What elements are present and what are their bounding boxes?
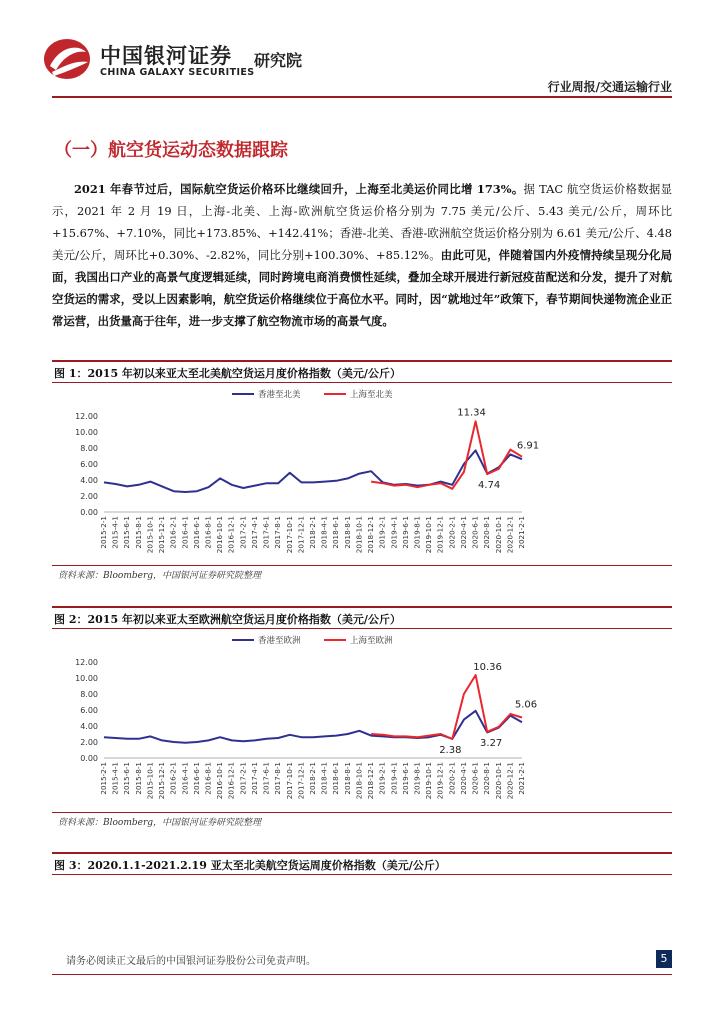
x-tick-label: 2020-2-1 [447,516,457,549]
y-tick-label: 2.00 [80,738,98,747]
y-tick-label: 2.00 [80,492,98,501]
x-tick-label: 2015-12-1 [157,762,167,800]
figure1-source: 资料来源：Bloomberg，中国银河证券研究院整理 [58,571,262,581]
x-tick-label: 2021-2-1 [517,516,526,549]
x-tick-label: 2019-8-1 [412,516,422,549]
x-tick-label: 2020-6-1 [470,762,480,795]
x-tick-label: 2018-10-1 [354,516,364,554]
x-tick-label: 2018-6-1 [331,762,341,795]
figure2-chart [52,630,672,810]
x-tick-label: 2016-10-1 [215,762,225,800]
x-tick-label: 2018-12-1 [366,762,376,800]
x-tick-label: 2016-2-1 [168,516,178,549]
data-label: 10.36 [473,662,502,674]
y-tick-label: 0.00 [80,754,98,763]
x-tick-label: 2016-12-1 [226,762,236,800]
institute-label: 研究院 [254,51,303,70]
x-tick-label: 2016-4-1 [180,762,190,795]
series-line-sh [371,675,522,739]
data-label: 11.34 [457,407,486,419]
x-tick-label: 2016-6-1 [191,762,201,795]
x-tick-label: 2020-8-1 [482,516,492,549]
x-tick-label: 2015-10-1 [145,516,155,554]
x-tick-label: 2015-12-1 [157,516,167,554]
x-tick-label: 2020-12-1 [505,762,515,800]
x-tick-label: 2017-8-1 [273,762,283,795]
data-label: 6.91 [516,440,540,452]
x-tick-label: 2017-10-1 [284,762,294,800]
x-tick-label: 2018-6-1 [331,516,341,549]
logo-text-en: CHINA GALAXY SECURITIES [100,67,255,78]
y-tick-label: 4.00 [80,476,98,485]
y-tick-label: 12.00 [75,658,98,667]
x-tick-label: 2016-6-1 [191,516,201,549]
header-divider [52,96,672,98]
x-tick-label: 2017-12-1 [296,516,306,554]
x-tick-label: 2017-8-1 [273,516,283,549]
x-tick-label: 2019-10-1 [424,762,434,800]
x-tick-label: 2018-2-1 [308,762,317,795]
body-paragraph [52,178,672,332]
page-number: 5 [656,950,672,968]
logo-text-cn: 中国银河证券 [100,44,232,68]
report-type: 行业周报/交通运输行业 [547,80,672,94]
x-tick-label: 2020-12-1 [505,516,515,554]
x-tick-label: 2016-10-1 [215,516,225,554]
figure1-chart [52,384,672,564]
paragraph-conclusion: 由此可见，伴随着国内外疫情持续呈现分化局面，我国出口产业的高景气度逻辑延续，同时跨境电商消费惯性延续，叠加全球开展进行新冠疫苗配送和分发，提升了对航空货运的需求，受以上因素影响，航空货运价格继续位于高位水平。同时，因“就地过年”政策下，春节期间快递物流企业正常运营，出货量高于往年，进一步支撑了航空物流市场的高景气度。 [52,248,672,328]
x-tick-label: 2018-12-1 [366,516,376,554]
series-line-hk [104,450,522,492]
y-tick-label: 6.00 [80,460,98,469]
x-tick-label: 2015-4-1 [110,516,120,549]
figure2-caption: 图 2：2015 年初以来亚太至欧洲航空货运月度价格指数（美元/公斤） [54,613,401,626]
figure3-caption-bar [52,852,672,875]
y-tick-label: 6.00 [80,706,98,715]
figure3-caption: 图 3：2020.1.1-2021.2.19 亚太至北美航空货运周度价格指数（美元/公斤） [54,859,446,872]
x-tick-label: 2017-4-1 [249,762,259,795]
x-tick-label: 2019-2-1 [377,516,387,549]
x-tick-label: 2017-2-1 [238,516,248,549]
section-title: （一）航空货运动态数据跟踪 [54,140,288,161]
x-tick-label: 2018-8-1 [342,516,352,549]
series-line-sh [371,421,522,492]
figure2-source-rule [52,812,672,813]
figure1-source-rule [52,565,672,566]
x-tick-label: 2020-2-1 [447,762,457,795]
x-tick-label: 2021-2-1 [517,762,526,795]
paragraph-data: 据 TAC 航空货运价格数据显示，2021 年 2 月 19 日，上海-北美、上海-欧洲航空货运价格分别为 7.75 美元/公斤、5.43 美元/公斤，周环比+15.67%、+7.10%，同比+173.85%、+142.41%；香港-北美、香港-欧洲航空货运价格分别为 6.61 美元/公斤、4.48 美元/公斤，周环比+0.30%、-2.82%，同比分别+100.30%、+85.12%。 [52,182,672,262]
x-tick-label: 2019-4-1 [389,762,399,795]
x-tick-label: 2020-10-1 [493,516,503,554]
footer-divider [52,974,672,975]
x-tick-label: 2015-6-1 [122,762,132,795]
x-tick-label: 2017-10-1 [284,516,294,554]
data-label: 5.06 [514,699,538,711]
figure2-source: 资料来源：Bloomberg，中国银河证券研究院整理 [58,818,262,828]
x-tick-label: 2020-4-1 [458,516,468,549]
x-tick-label: 2019-4-1 [389,516,399,549]
x-tick-label: 2018-2-1 [308,516,317,549]
x-tick-label: 2020-8-1 [482,762,492,795]
figure2-caption-bar [52,606,672,629]
x-tick-label: 2019-12-1 [435,516,445,554]
x-tick-label: 2015-6-1 [122,516,132,549]
x-tick-label: 2020-4-1 [458,762,468,795]
figure1-caption-bar [52,360,672,383]
x-tick-label: 2019-6-1 [400,516,410,549]
y-tick-label: 8.00 [80,444,98,453]
x-tick-label: 2017-12-1 [296,762,306,800]
legend-label: 香港至北美 [258,390,301,400]
y-tick-label: 10.00 [75,428,98,437]
x-tick-label: 2017-4-1 [249,516,259,549]
galaxy-logo-icon [42,36,92,82]
paragraph-lead: 2021 年春节过后，国际航空货运价格环比继续回升，上海至北美运价同比增 173%。 [74,182,524,196]
x-tick-label: 2018-4-1 [319,516,329,549]
x-tick-label: 2015-10-1 [145,762,155,800]
data-label: 3.27 [480,737,503,749]
x-tick-label: 2017-2-1 [238,762,248,795]
x-tick-label: 2016-2-1 [168,762,178,795]
footer-disclaimer: 请务必阅读正文最后的中国银河证券股份公司免责声明。 [66,956,316,967]
x-tick-label: 2019-8-1 [412,762,422,795]
x-tick-label: 2016-12-1 [226,516,236,554]
y-tick-label: 10.00 [75,674,98,683]
figure1-caption: 图 1：2015 年初以来亚太至北美航空货运月度价格指数（美元/公斤） [54,367,401,380]
x-tick-label: 2016-8-1 [203,762,213,795]
x-tick-label: 2019-10-1 [424,516,434,554]
data-label: 4.74 [478,480,501,492]
x-tick-label: 2015-2-1 [99,762,108,795]
x-tick-label: 2019-6-1 [400,762,410,795]
x-tick-label: 2018-8-1 [342,762,352,795]
x-tick-label: 2015-2-1 [99,516,108,549]
x-tick-label: 2015-8-1 [133,516,143,549]
brand-logo [42,36,312,84]
x-tick-label: 2019-2-1 [377,762,387,795]
x-tick-label: 2017-6-1 [261,762,271,795]
x-tick-label: 2017-6-1 [261,516,271,549]
y-tick-label: 12.00 [75,412,98,421]
x-tick-label: 2015-8-1 [133,762,143,795]
x-tick-label: 2018-10-1 [354,762,364,800]
legend-label: 上海至北美 [350,390,393,400]
data-label: 2.38 [439,744,462,756]
y-tick-label: 0.00 [80,508,98,517]
y-tick-label: 4.00 [80,722,98,731]
x-tick-label: 2018-4-1 [319,762,329,795]
legend-label: 香港至欧洲 [258,636,301,646]
x-tick-label: 2015-4-1 [110,762,120,795]
x-tick-label: 2020-10-1 [493,762,503,800]
y-tick-label: 8.00 [80,690,98,699]
x-tick-label: 2016-8-1 [203,516,213,549]
x-tick-label: 2016-4-1 [180,516,190,549]
x-tick-label: 2020-6-1 [470,516,480,549]
x-tick-label: 2019-12-1 [435,762,445,800]
legend-label: 上海至欧洲 [350,636,393,646]
